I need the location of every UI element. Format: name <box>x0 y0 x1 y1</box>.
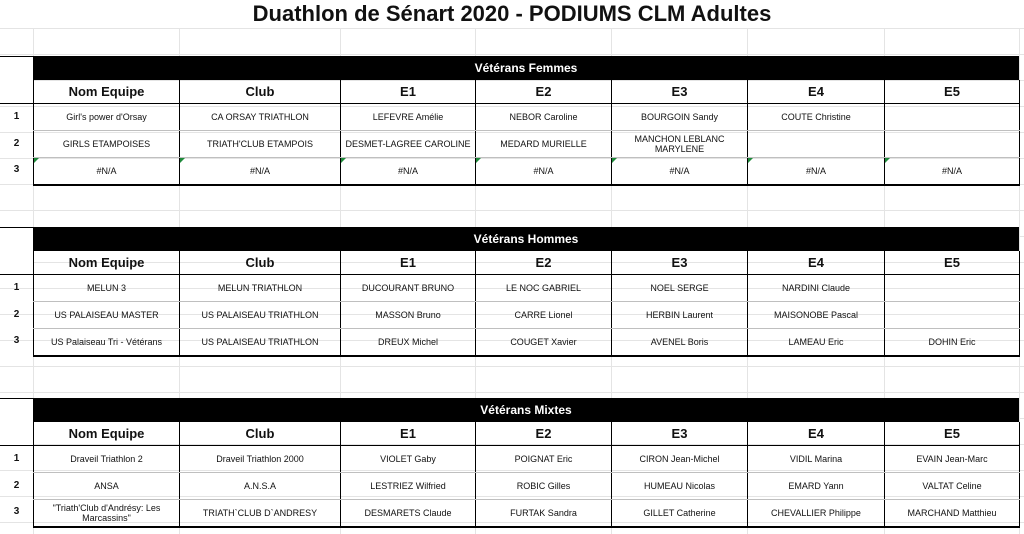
section-heading: Vétérans Hommes <box>33 227 1019 251</box>
gridline-horizontal <box>0 392 1024 393</box>
column-header: E2 <box>476 80 612 104</box>
table-cell[interactable]: #N/A <box>885 158 1020 186</box>
table-cell[interactable]: US PALAISEAU MASTER <box>34 302 180 329</box>
table-cell[interactable]: POIGNAT Eric <box>476 446 612 473</box>
table-cell[interactable]: NOEL SERGE <box>612 275 748 302</box>
column-header: E4 <box>748 251 885 275</box>
podium-table <box>33 251 1020 357</box>
rank-number: 2 <box>13 479 20 491</box>
table-cell[interactable]: Draveil Triathlon 2000 <box>180 446 341 473</box>
error-flag-icon <box>476 158 481 163</box>
gridline-horizontal <box>0 28 1024 29</box>
table-cell[interactable]: DUCOURANT BRUNO <box>341 275 476 302</box>
table-cell[interactable]: TRIATH'CLUB ETAMPOIS <box>180 131 341 158</box>
table-row <box>34 329 1020 357</box>
column-header: Nom Equipe <box>34 80 180 104</box>
gridline-horizontal <box>0 210 1024 211</box>
rank-number: 1 <box>13 453 20 464</box>
row-header-block <box>0 56 34 104</box>
column-header-row <box>34 422 1020 446</box>
table-cell[interactable]: Draveil Triathlon 2 <box>34 446 180 473</box>
rank-number: 3 <box>13 506 20 517</box>
table-cell[interactable]: GILLET Catherine <box>612 500 748 528</box>
table-row <box>34 473 1020 500</box>
table-cell[interactable] <box>885 104 1020 131</box>
table-cell[interactable]: FURTAK Sandra <box>476 500 612 528</box>
table-cell[interactable]: DESMARETS Claude <box>341 500 476 528</box>
table-cell[interactable]: HERBIN Laurent <box>612 302 748 329</box>
table-cell[interactable]: ANSA <box>34 473 180 500</box>
table-cell[interactable]: DOHIN Eric <box>885 329 1020 357</box>
table-cell[interactable]: Girl's power d'Orsay <box>34 104 180 131</box>
table-cell[interactable]: #N/A <box>341 158 476 186</box>
table-row <box>34 275 1020 302</box>
table-cell[interactable]: EVAIN Jean-Marc <box>885 446 1020 473</box>
table-cell[interactable]: CIRON Jean-Michel <box>612 446 748 473</box>
column-header-row <box>34 80 1020 104</box>
table-row <box>34 302 1020 329</box>
rank-number: 2 <box>13 137 20 149</box>
error-flag-icon <box>180 158 185 163</box>
table-cell[interactable]: A.N.S.A <box>180 473 341 500</box>
table-cell[interactable]: US PALAISEAU TRIATHLON <box>180 329 341 357</box>
table-cell[interactable]: HUMEAU Nicolas <box>612 473 748 500</box>
table-cell[interactable]: "Triath'Club d'Andrésy: Les Marcassins" <box>34 500 180 528</box>
table-cell[interactable]: LEFEVRE Amélie <box>341 104 476 131</box>
column-header: E1 <box>341 251 476 275</box>
table-cell[interactable]: BOURGOIN Sandy <box>612 104 748 131</box>
rank-number: 3 <box>13 164 20 175</box>
column-header: E3 <box>612 251 748 275</box>
table-cell[interactable]: DESMET-LAGREE CAROLINE <box>341 131 476 158</box>
column-header: Nom Equipe <box>34 251 180 275</box>
table-cell[interactable]: #N/A <box>476 158 612 186</box>
table-cell[interactable]: #N/A <box>34 158 180 186</box>
table-cell[interactable]: MEDARD MURIELLE <box>476 131 612 158</box>
podium-table <box>33 422 1020 528</box>
table-cell[interactable]: MELUN TRIATHLON <box>180 275 341 302</box>
table-cell[interactable]: COUTE Christine <box>748 104 885 131</box>
table-cell[interactable]: MELUN 3 <box>34 275 180 302</box>
table-cell[interactable]: #N/A <box>180 158 341 186</box>
table-cell[interactable]: EMARD Yann <box>748 473 885 500</box>
error-flag-icon <box>34 158 39 163</box>
table-cell[interactable]: CARRE Lionel <box>476 302 612 329</box>
table-cell[interactable]: VIDIL Marina <box>748 446 885 473</box>
gridline-horizontal <box>0 366 1024 367</box>
table-cell[interactable]: MAISONOBE Pascal <box>748 302 885 329</box>
rank-number: 2 <box>13 308 20 320</box>
column-header: Club <box>180 422 341 446</box>
table-cell[interactable]: AVENEL Boris <box>612 329 748 357</box>
table-cell[interactable]: CHEVALLIER Philippe <box>748 500 885 528</box>
table-cell[interactable]: DREUX Michel <box>341 329 476 357</box>
table-cell[interactable]: TRIATH`CLUB D`ANDRESY <box>180 500 341 528</box>
table-row <box>34 446 1020 473</box>
table-cell[interactable]: VALTAT Celine <box>885 473 1020 500</box>
column-header-row <box>34 251 1020 275</box>
rank-number: 1 <box>13 282 20 293</box>
column-header: E2 <box>476 422 612 446</box>
column-header: E2 <box>476 251 612 275</box>
column-header: E3 <box>612 422 748 446</box>
table-cell[interactable]: #N/A <box>748 158 885 186</box>
rank-number: 3 <box>13 335 20 346</box>
table-cell[interactable]: ROBIC Gilles <box>476 473 612 500</box>
error-flag-icon <box>885 158 890 163</box>
table-cell[interactable]: COUGET Xavier <box>476 329 612 357</box>
column-header: E3 <box>612 80 748 104</box>
table-cell[interactable]: US Palaiseau Tri - Vétérans <box>34 329 180 357</box>
table-cell[interactable]: NARDINI Claude <box>748 275 885 302</box>
table-cell[interactable] <box>885 275 1020 302</box>
table-cell[interactable] <box>885 302 1020 329</box>
table-cell[interactable] <box>748 131 885 158</box>
column-header: E4 <box>748 422 885 446</box>
table-cell[interactable]: #N/A <box>612 158 748 186</box>
row-header-block <box>0 227 34 275</box>
column-header: E5 <box>885 251 1020 275</box>
table-cell[interactable] <box>885 131 1020 158</box>
section-heading: Vétérans Femmes <box>33 56 1019 80</box>
table-cell[interactable]: MARCHAND Matthieu <box>885 500 1020 528</box>
column-header: E4 <box>748 80 885 104</box>
column-header: Nom Equipe <box>34 422 180 446</box>
column-header: E1 <box>341 80 476 104</box>
table-row <box>34 158 1020 186</box>
page-title: Duathlon de Sénart 2020 - PODIUMS CLM Adultes <box>252 1 772 26</box>
table-cell[interactable]: MASSON Bruno <box>341 302 476 329</box>
column-header: Club <box>180 251 341 275</box>
column-header: E5 <box>885 80 1020 104</box>
column-header: Club <box>180 80 341 104</box>
table-cell[interactable]: US PALAISEAU TRIATHLON <box>180 302 341 329</box>
table-cell[interactable]: GIRLS ETAMPOISES <box>34 131 180 158</box>
column-header: E1 <box>341 422 476 446</box>
rank-number: 1 <box>13 111 20 122</box>
podium-table <box>33 80 1020 186</box>
table-row <box>34 131 1020 158</box>
error-flag-icon <box>748 158 753 163</box>
table-cell[interactable]: LESTRIEZ Wilfried <box>341 473 476 500</box>
table-cell[interactable]: LAMEAU Eric <box>748 329 885 357</box>
error-flag-icon <box>341 158 346 163</box>
row-header-block <box>0 398 34 446</box>
table-cell[interactable]: CA ORSAY TRIATHLON <box>180 104 341 131</box>
gridline-horizontal <box>0 54 1024 55</box>
error-flag-icon <box>612 158 617 163</box>
table-cell[interactable]: VIOLET Gaby <box>341 446 476 473</box>
section-heading: Vétérans Mixtes <box>33 398 1019 422</box>
column-header: E5 <box>885 422 1020 446</box>
table-cell[interactable]: LE NOC GABRIEL <box>476 275 612 302</box>
table-row <box>34 500 1020 528</box>
table-cell[interactable]: MANCHON LEBLANC MARYLENE <box>612 131 748 158</box>
table-cell[interactable]: NEBOR Caroline <box>476 104 612 131</box>
table-row <box>34 104 1020 131</box>
